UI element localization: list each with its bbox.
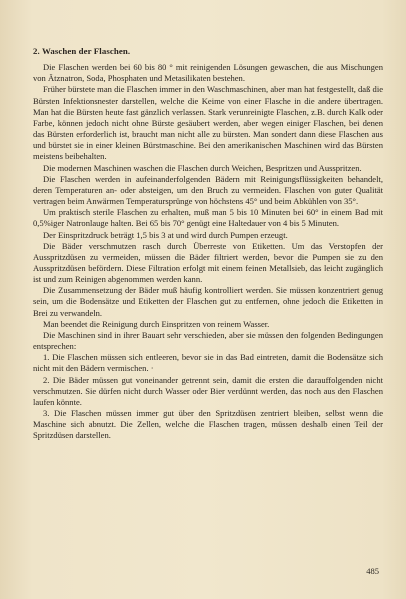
- paragraph: Um praktisch sterile Flaschen zu erhalten, muß man 5 bis 10 Minuten bei 60° in einem Bad mit 0,5%iger Natronlauge halten. Bei 65 bis 70° genügt eine Haltedauer von 4 bis 5 Minuten.: [33, 207, 383, 229]
- section-heading: 2. Waschen der Flaschen.: [33, 46, 131, 56]
- page-number: 485: [366, 566, 379, 576]
- list-item: 2. Die Bäder müssen gut voneinander getrennt sein, damit die ersten die darauffolgenden nicht verschmutzen. Sie dürfen nicht durch Wasser oder Bier verdünnt werden, das noch aus den Flaschen laufen könnte.: [33, 374, 383, 407]
- paragraph: Die Flaschen werden bei 60 bis 80 ° mit reinigenden Lösungen gewaschen, die aus Mischungen von Ätznatron, Soda, Phosphaten und Metasilikaten bestehen.: [33, 62, 383, 84]
- paragraph: Die Flaschen werden in aufeinanderfolgenden Bädern mit Reinigungsflüssigkeiten behandelt, deren Temperaturen an- oder absteigen, um den Bruch zu vermeiden. Flaschen von guter Qualität vertragen beim Anwärmen Temperatursprünge von höchstens 45° und beim Abkühlen von 35°.: [33, 173, 383, 207]
- paragraph: Die Zusammensetzung der Bäder muß häufig kontrolliert werden. Sie müssen konzentriert genug sein, um die Bodensätze und Etiketten der Flaschen gut zu entfernen, ohne jedoch die Etiketten in Brei zu verwandeln.: [33, 285, 383, 318]
- paragraph: Der Einspritzdruck beträgt 1,5 bis 3 at und wird durch Pumpen erzeugt.: [43, 229, 288, 240]
- paragraph: Die modernen Maschinen waschen die Flaschen durch Weichen, Bespritzen und Ausspritzen.: [43, 162, 362, 173]
- paragraph: Früher bürstete man die Flaschen immer in den Waschmaschinen, aber man hat festgestellt, daß die Bürsten Infektionsnester darstellen, welche die Keime von einer Flasche in die andere übertragen. Man hat die Bürsten heute fast gänzlich verlassen. Stark verunreinigte Flaschen, z.B. durch Kalk oder Farbe, können jedoch nicht ohne Bürste gesäubert werden, aber wegen einiger Flaschen, bei denen das Bürsten erforderlich ist, braucht man nicht alle zu bürsten. Man sondert dann diese Flaschen aus und bürstet sie in einer kleinen Bürstmaschine. Bei den amerikanischen Maschinen wird das Bürsten meistens beibehalten.: [33, 84, 383, 162]
- paragraph: Die Bäder verschmutzen rasch durch Überreste von Etiketten. Um das Verstopfen der Ausspritzdüsen zu vermeiden, müssen die Bäder filtriert werden, bevor die Pumpen sie zu den Ausspritzdüsen befördern. Diese Filtration erfolgt mit einem feinen Metallsieb, das leicht zugänglich ist und zum Reinigen abgenommen werden kann.: [33, 240, 383, 285]
- paragraph: Die Maschinen sind in ihrer Bauart sehr verschieden, aber sie müssen den folgenden Bedingungen entsprechen:: [33, 329, 383, 352]
- list-item: 1. Die Flaschen müssen sich entleeren, bevor sie in das Bad eintreten, damit die Bodensätze sich nicht mit den Bädern vermischen. ·: [33, 352, 383, 374]
- paragraph: Man beendet die Reinigung durch Einspritzen von reinem Wasser.: [43, 318, 270, 329]
- list-item: 3. Die Flaschen müssen immer gut über den Spritzdüsen zentriert bleiben, selbst wenn die Maschine sich abnutzt. Die Zellen, welche die Flaschen tragen, müssen deshalb einen Teil der Spritzdüsen darstellen.: [33, 408, 383, 441]
- page-content: [33, 46, 383, 441]
